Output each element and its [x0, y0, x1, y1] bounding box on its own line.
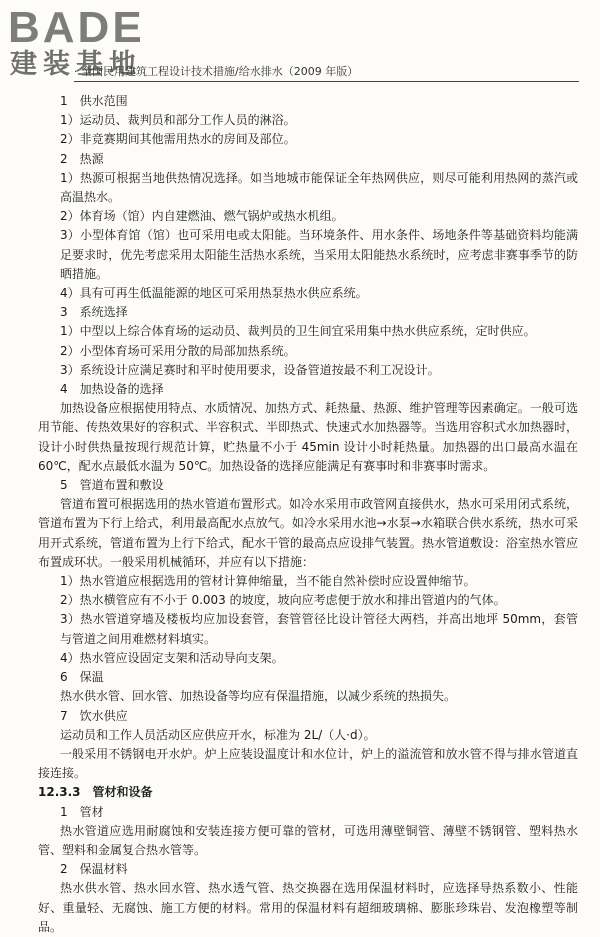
subsection-heading: 2 热源 — [60, 151, 104, 166]
list-item: 3）小型体育馆（馆）也可采用电或太阳能。当环境条件、用水条件、场地条件等基础资料均能满足要求时，优先考虑采用太阳能生活热水系统，当采用太阳能热水系统时，应考虑非赛事季节的防晒措施。 — [60, 228, 578, 281]
running-header — [74, 64, 579, 82]
list-item: 4）具有可再生低温能源的地区可采用热泵热水供应系统。 — [60, 286, 368, 301]
logo-chinese-text: 建装基地 — [10, 49, 142, 80]
paragraph: 热水供水管、热水回水管、热水透气管、热交换器在选用保温材料时，应选择导热系数小、性能好、重量轻、无腐蚀、施工方便的材料。常用的保温材料有超细玻璃棉、膨胀珍珠岩、发泡橡塑等制品。 — [38, 881, 578, 934]
list-item: 3）系统设计应满足赛时和平时使用要求，设备管道按最不利工况设计。 — [60, 362, 440, 377]
list-item: 2）热水横管应有不小于 0.003 的坡度，坡向应考虑便于放水和排出管道内的气体。 — [60, 593, 506, 608]
list-item: 2）小型体育场可采用分散的局部加热系统。 — [60, 343, 296, 358]
paragraph: 管道布置可根据选用的热水管道布置形式。如冷水采用市政管网直接供水，热水可采用闭式系统，管道布置为下行上给式，利用最高配水点放气。如冷水采用水池→水泵→水箱联合供水系统，热水可采用开式系统，管道布置为上行下给式，配水干管的最高点应设排气装置。热水管道敷设：浴室热水管应布置成环状。一般采用机械循环，并应有以下措施： — [38, 497, 579, 569]
subsection-heading: 1 供水范围 — [60, 94, 128, 108]
list-item: 1）运动员、裁判员和部分工作人员的淋浴。 — [60, 113, 296, 128]
paragraph: 加热设备应根据使用特点、水质情况、加热方式、耗热量、热源、维护管理等因素确定。一般可选用节能、传热效果好的容积式、半容积式、半即热式、快速式水加热器等。当选用容积式水加热器时，设计小时供热量按现行规范计算，贮热量不小于 45min 设计小时耗热量。加热器的出口最高水温在 60℃，配水点最低水温为 50℃。加热设备的选择应能满足有赛事时和非赛事时需求。 — [38, 401, 579, 473]
subsection-heading: 2 保温材料 — [60, 862, 128, 877]
list-item: 2）体育场（馆）内自建燃油、燃气锅炉或热水机组。 — [60, 209, 344, 224]
subsection-heading: 3 系统选择 — [60, 305, 128, 320]
logo-latin-text: BADE — [8, 3, 145, 52]
header-rule — [74, 81, 579, 82]
paragraph: 一般采用不锈钢电开水炉。炉上应装设温度计和水位计，炉上的溢流管和放水管不得与排水管道直接连接。 — [38, 746, 578, 781]
paragraph: 运动员和工作人员活动区应供应开水，标准为 2L/（人·d）。 — [60, 727, 376, 742]
subsection-heading: 6 保温 — [60, 670, 104, 685]
paragraph: 热水供水管、回水管、加热设备等均应有保温措施，以减少系统的热损失。 — [60, 689, 457, 704]
header-title: · 全国民用建筑工程设计技术措施/给水排水（2009 年版） — [74, 65, 359, 78]
subsection-heading: 4 加热设备的选择 — [60, 382, 164, 397]
list-item: 1）热水管道应根据选用的管材计算伸缩量，当不能自然补偿时应设置伸缩节。 — [60, 574, 476, 589]
paragraph: 热水管道应选用耐腐蚀和安装连接方便可靠的管材，可选用薄壁铜管、薄壁不锈钢管、塑料热水管、塑料和金属复合热水管等。 — [38, 823, 578, 857]
subsection-heading: 5 管道布置和敷设 — [60, 478, 164, 493]
subsection-heading: 7 饮水供应 — [60, 708, 128, 723]
subsection-heading: 1 管材 — [60, 804, 104, 819]
section-heading: 12.3.3 管材和设备 — [38, 785, 153, 800]
list-item: 1）中型以上综合体育场的运动员、裁判员的卫生间宜采用集中热水供应系统，定时供应。 — [60, 324, 536, 339]
list-item: 3）热水管道穿墙及楼板均应加设套管，套管管径比设计管径大两档，并高出地坪 50mm，套管与管道之间用难燃材料填实。 — [60, 612, 578, 646]
list-item: 4）热水管应设固定支架和活动导向支架。 — [60, 650, 284, 665]
document-body — [38, 92, 578, 937]
list-item: 1）热源可根据当地供热情况选择。如当地城市能保证全年热网供应，则尽可能利用热网的蒸汽或高温热水。 — [60, 170, 578, 205]
list-item: 2）非竞赛期间其他需用热水的房间及部位。 — [60, 132, 296, 147]
